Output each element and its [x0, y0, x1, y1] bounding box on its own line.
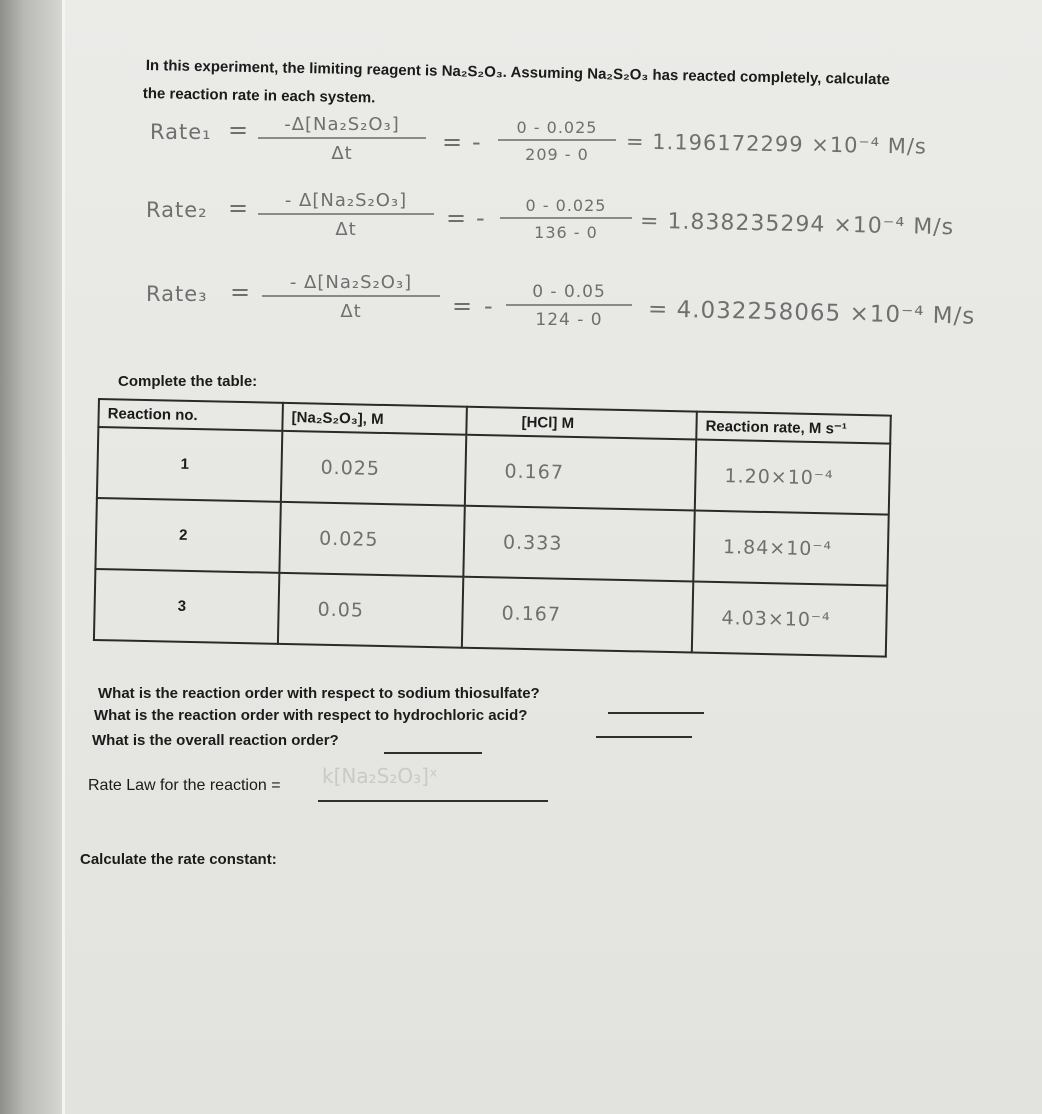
table-row: [94, 569, 887, 657]
rate-2-fraction: [258, 190, 434, 240]
rate-2-denominator: Δt: [335, 219, 357, 240]
rate-1-equals-2: =: [442, 128, 463, 156]
rate-constant-prompt: Calculate the rate constant:: [80, 851, 277, 868]
rate-1-denominator: Δt: [331, 143, 353, 164]
notebook-binding: [0, 0, 62, 1114]
rate-3-fraction: [262, 272, 440, 322]
table-caption: Complete the table:: [118, 373, 258, 390]
rate-2-equals-2: =: [446, 204, 467, 232]
rate-1-label: Rate₁: [150, 120, 212, 144]
rate-3-sign: -: [484, 292, 493, 320]
rate-law-label: Rate Law for the reaction =: [88, 777, 281, 794]
row-3-hcl: 0.167: [462, 577, 693, 653]
rate-2-sign: -: [476, 204, 485, 232]
reaction-table: [93, 398, 892, 658]
rate-1-equals: =: [228, 116, 249, 144]
rate-3-label: Rate₃: [146, 282, 208, 306]
header-hcl: [HCl] M: [466, 407, 697, 440]
rate-2-values: [500, 196, 632, 242]
rate-3-result: = 4.032258065 ×10⁻⁴ M/s: [647, 296, 976, 330]
rate-1-sign: -: [472, 128, 481, 156]
rate-3-values-numerator: 0 - 0.05: [532, 282, 606, 302]
rate-2-result: = 1.838235294 ×10⁻⁴ M/s: [639, 208, 955, 241]
header-reaction-no: Reaction no.: [98, 399, 283, 431]
question-order-hcl: What is the reaction order with respect to hydrochloric acid?: [94, 707, 528, 724]
row-2-na2s2o3: 0.025: [279, 502, 464, 577]
rate-2-values-numerator: 0 - 0.025: [525, 196, 607, 215]
rate-3-values-denominator: 124 - 0: [535, 310, 603, 330]
rate-1-values-denominator: 209 - 0: [525, 145, 589, 164]
rate-1-fraction: [258, 114, 426, 164]
rate-1-numerator: -Δ[Na₂S₂O₃]: [284, 114, 400, 135]
rate-1-values: [498, 118, 616, 164]
row-3-na2s2o3: 0.05: [278, 573, 463, 648]
header-na2s2o3: [Na₂S₂O₃], M: [282, 403, 467, 435]
rate-law-answer: k[Na₂S₂O₃]ˣ: [322, 764, 438, 788]
question-overall-order: What is the overall reaction order?: [92, 732, 339, 749]
row-2-rate: 1.84×10⁻⁴: [693, 511, 888, 586]
answer-blank-overall[interactable]: [384, 752, 482, 754]
rate-2-label: Rate₂: [146, 198, 208, 222]
rate-3-equals-2: =: [452, 292, 473, 320]
rate-2-values-denominator: 136 - 0: [534, 223, 598, 242]
row-2-reaction-no: 2: [95, 498, 280, 573]
rate-3-values: [506, 282, 632, 330]
answer-blank-thiosulfate[interactable]: [608, 712, 704, 714]
row-2-hcl: 0.333: [463, 506, 694, 582]
rate-1-values-numerator: 0 - 0.025: [516, 118, 598, 137]
row-1-rate: 1.20×10⁻⁴: [695, 440, 890, 515]
header-reaction-rate: Reaction rate, M s⁻¹: [696, 412, 891, 444]
question-order-thiosulfate: What is the reaction order with respect to sodium thiosulfate?: [98, 685, 540, 702]
answer-blank-hcl[interactable]: [596, 736, 692, 738]
rate-3-numerator: - Δ[Na₂S₂O₃]: [289, 272, 413, 293]
row-3-rate: 4.03×10⁻⁴: [692, 582, 887, 657]
intro-line-2: the reaction rate in each system.: [142, 84, 376, 107]
rate-3-equals: =: [230, 278, 251, 306]
row-1-hcl: 0.167: [465, 435, 696, 511]
answer-blank-rate-law[interactable]: [318, 800, 548, 802]
rate-1-result: = 1.196172299 ×10⁻⁴ M/s: [625, 129, 928, 159]
row-1-reaction-no: 1: [97, 427, 282, 502]
page-edge: [62, 0, 65, 1114]
row-3-reaction-no: 3: [94, 569, 279, 644]
rate-3-denominator: Δt: [340, 301, 362, 322]
rate-2-equals: =: [228, 194, 249, 222]
row-1-na2s2o3: 0.025: [281, 431, 466, 506]
rate-2-numerator: - Δ[Na₂S₂O₃]: [284, 190, 408, 211]
intro-line-1: In this experiment, the limiting reagent is Na₂S₂O₃. Assuming Na₂S₂O₃ has reacted completely, calculate: [145, 56, 890, 89]
